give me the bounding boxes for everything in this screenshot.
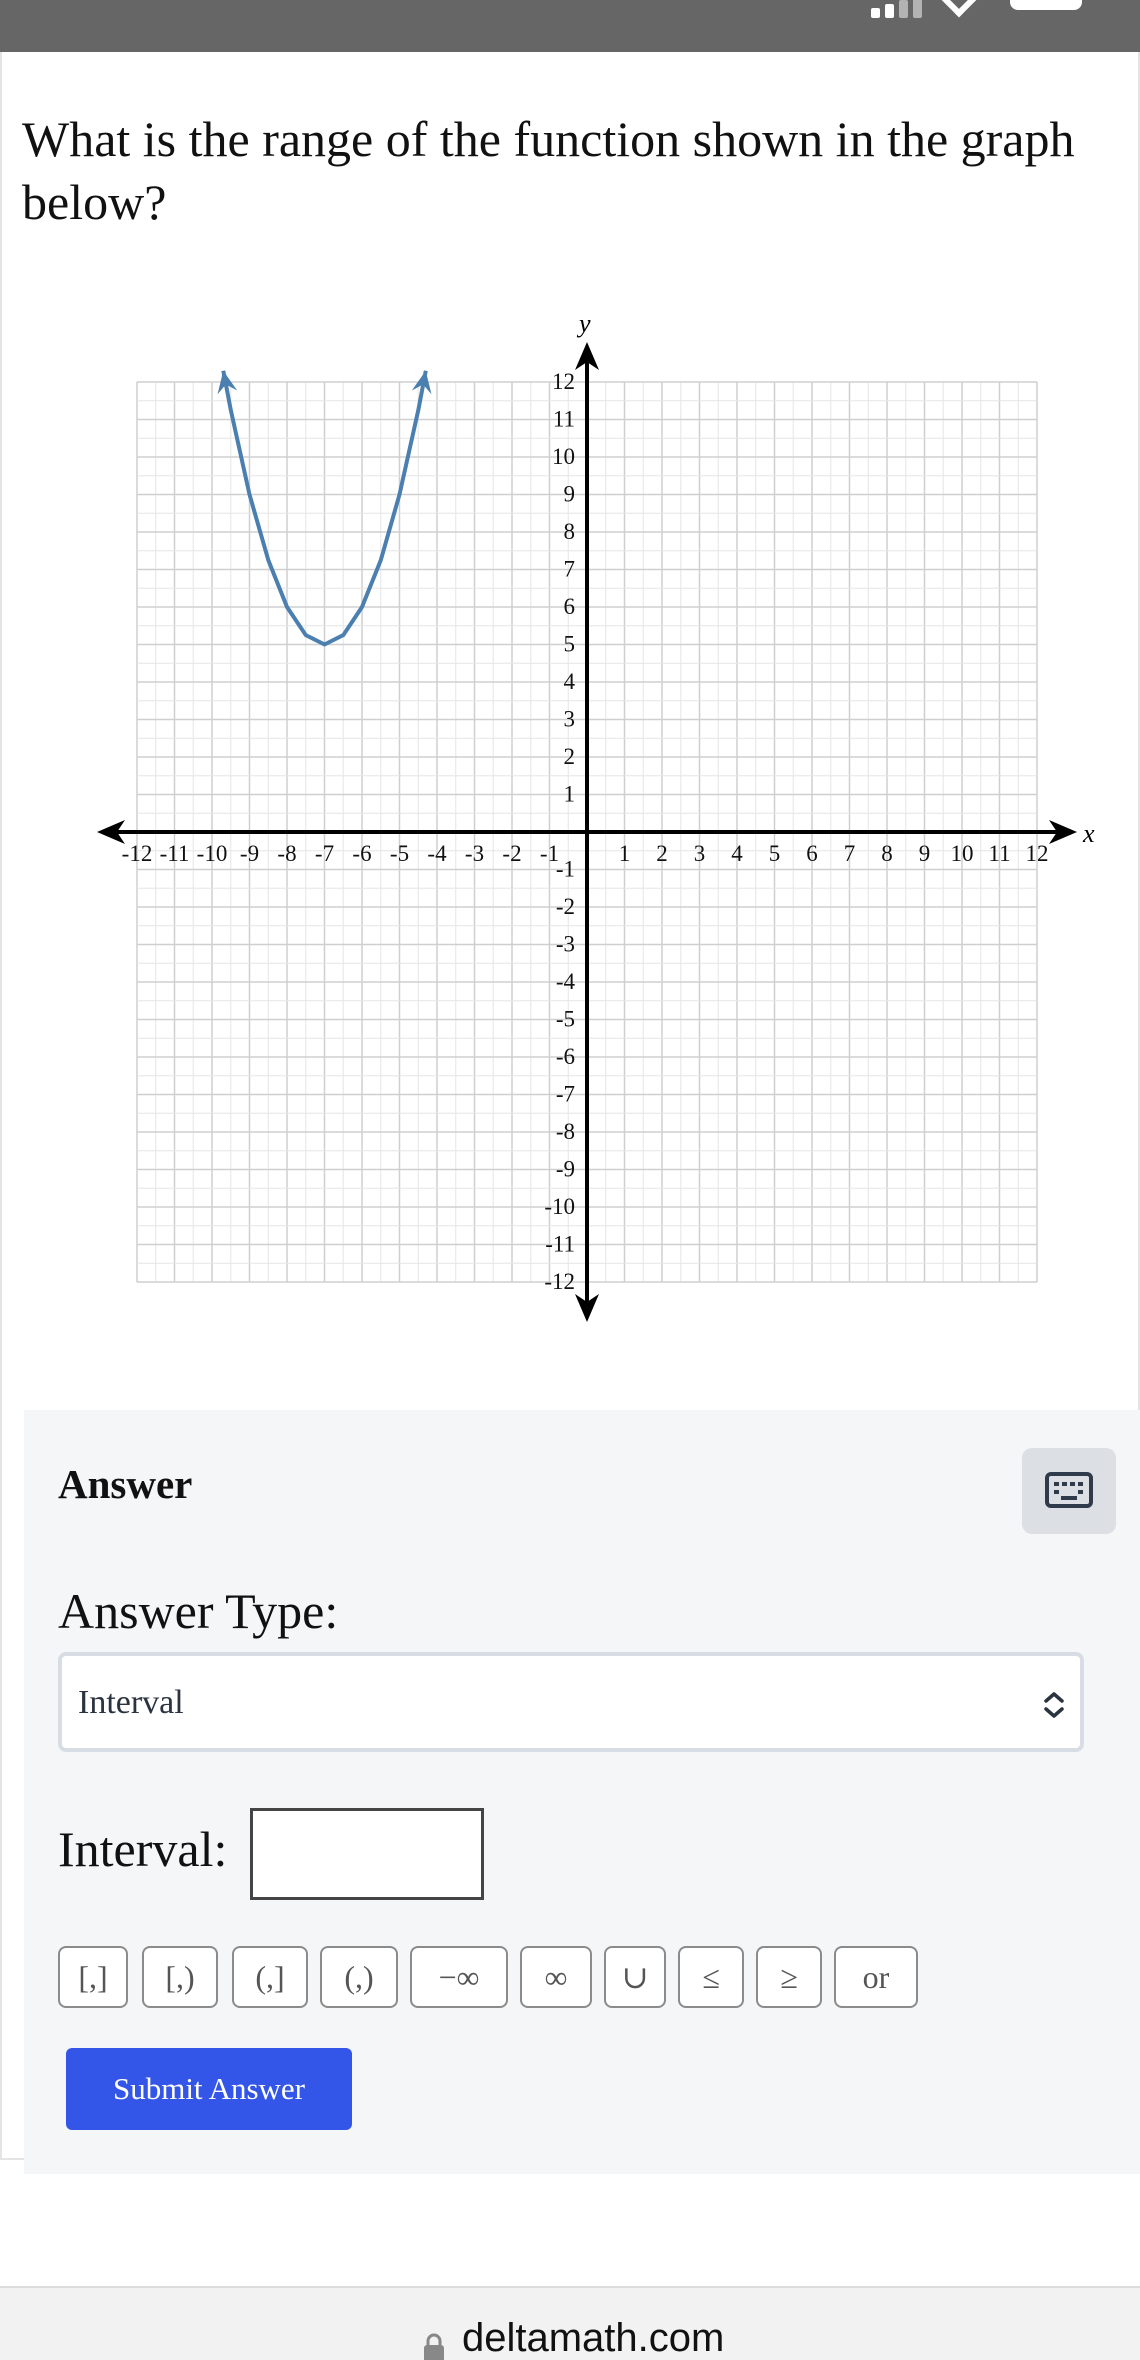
x-tick-label: 9 — [918, 841, 931, 866]
y-tick-label: -3 — [555, 931, 575, 957]
x-tick-label: 2 — [656, 841, 668, 866]
answer-type-label: Answer Type: — [58, 1583, 339, 1639]
less-equal-button[interactable]: ≤ — [678, 1946, 744, 2008]
y-tick-label: 6 — [563, 594, 575, 619]
y-tick-label: -8 — [555, 1119, 575, 1144]
x-tick-label: -10 — [196, 841, 228, 866]
x-tick-label: 6 — [806, 841, 818, 866]
y-tick-label: 5 — [563, 631, 575, 657]
x-tick-label: -3 — [464, 841, 485, 866]
union-button[interactable]: ∪ — [604, 1946, 666, 2008]
page-content — [0, 52, 1140, 2160]
question-text: What is the range of the function shown in the graph below? — [22, 111, 1075, 230]
x-tick-label: 12 — [1025, 841, 1049, 866]
x-tick-label: 5 — [768, 841, 781, 866]
x-tick-label: -11 — [159, 841, 190, 866]
battery-icon — [1010, 0, 1082, 10]
y-tick-label: 10 — [552, 444, 575, 469]
y-axis-label: y — [579, 309, 591, 338]
keyboard-toggle-button[interactable] — [1022, 1448, 1116, 1534]
x-tick-label: 7 — [843, 841, 856, 866]
y-tick-label: -11 — [545, 1231, 575, 1257]
x-tick-label: 11 — [988, 841, 1011, 866]
or-button[interactable]: or — [834, 1946, 918, 2008]
x-tick-label: 1 — [618, 841, 631, 866]
x-tick-label: -2 — [502, 841, 522, 866]
y-tick-label: 1 — [563, 781, 575, 807]
x-tick-label: -9 — [239, 841, 260, 866]
lock-icon — [422, 2332, 446, 2360]
x-tick-label: -1 — [539, 841, 560, 866]
x-tick-label: 3 — [693, 841, 706, 866]
y-tick-label: -10 — [544, 1194, 575, 1219]
answer-heading: Answer — [58, 1461, 193, 1507]
signal-icon — [871, 0, 922, 18]
y-tick-label: 9 — [563, 481, 575, 507]
wifi-icon — [941, 0, 978, 17]
y-tick-label: -2 — [555, 894, 575, 919]
y-tick-label: -9 — [555, 1156, 575, 1182]
x-tick-label: 10 — [950, 841, 974, 866]
infinity-button[interactable]: ∞ — [520, 1946, 592, 2008]
open-interval-button[interactable]: (,) — [320, 1946, 398, 2008]
y-tick-label: -5 — [555, 1006, 575, 1032]
x-axis-label: x — [1083, 819, 1095, 848]
y-tick-label: -1 — [555, 856, 575, 882]
y-tick-label: 12 — [552, 369, 575, 394]
greater-equal-button[interactable]: ≥ — [756, 1946, 822, 2008]
answer-type-select[interactable] — [58, 1652, 1084, 1752]
interval-input[interactable] — [250, 1808, 484, 1900]
negative-infinity-button[interactable]: −∞ — [410, 1946, 508, 2008]
function-graph — [87, 292, 1112, 1342]
y-tick-label: -7 — [555, 1081, 575, 1107]
y-tick-label: 3 — [563, 706, 575, 732]
x-tick-label: -8 — [277, 841, 297, 866]
browser-address-bar[interactable] — [0, 2286, 1140, 2360]
chevron-up-down-icon — [1042, 1690, 1066, 1720]
y-tick-label: 4 — [563, 669, 575, 694]
y-tick-label: 7 — [563, 556, 575, 582]
y-tick-label: -4 — [555, 969, 575, 994]
x-tick-label: -7 — [314, 841, 335, 866]
interval-label: Interval: — [58, 1821, 228, 1877]
y-tick-label: -12 — [544, 1269, 575, 1294]
closed-interval-button[interactable]: [,] — [58, 1946, 128, 2008]
x-tick-label: -5 — [389, 841, 410, 866]
x-tick-label: -6 — [352, 841, 372, 866]
y-tick-label: 2 — [563, 744, 575, 769]
y-tick-label: 11 — [552, 406, 575, 432]
y-tick-label: -6 — [555, 1044, 575, 1069]
submit-answer-button[interactable]: Submit Answer — [66, 2048, 352, 2130]
x-tick-label: 4 — [731, 841, 743, 866]
answer-type-value: Interval — [78, 1684, 184, 1721]
y-tick-label: 8 — [563, 519, 575, 544]
url-text: deltamath.com — [462, 2316, 725, 2360]
x-tick-label: 8 — [881, 841, 893, 866]
closed-open-interval-button[interactable]: [,) — [142, 1946, 218, 2008]
status-bar — [0, 0, 1140, 52]
open-closed-interval-button[interactable]: (,] — [232, 1946, 308, 2008]
x-tick-label: -12 — [121, 841, 153, 866]
x-tick-label: -4 — [427, 841, 447, 866]
answer-panel — [24, 1410, 1140, 2174]
keyboard-icon — [1045, 1472, 1093, 1508]
